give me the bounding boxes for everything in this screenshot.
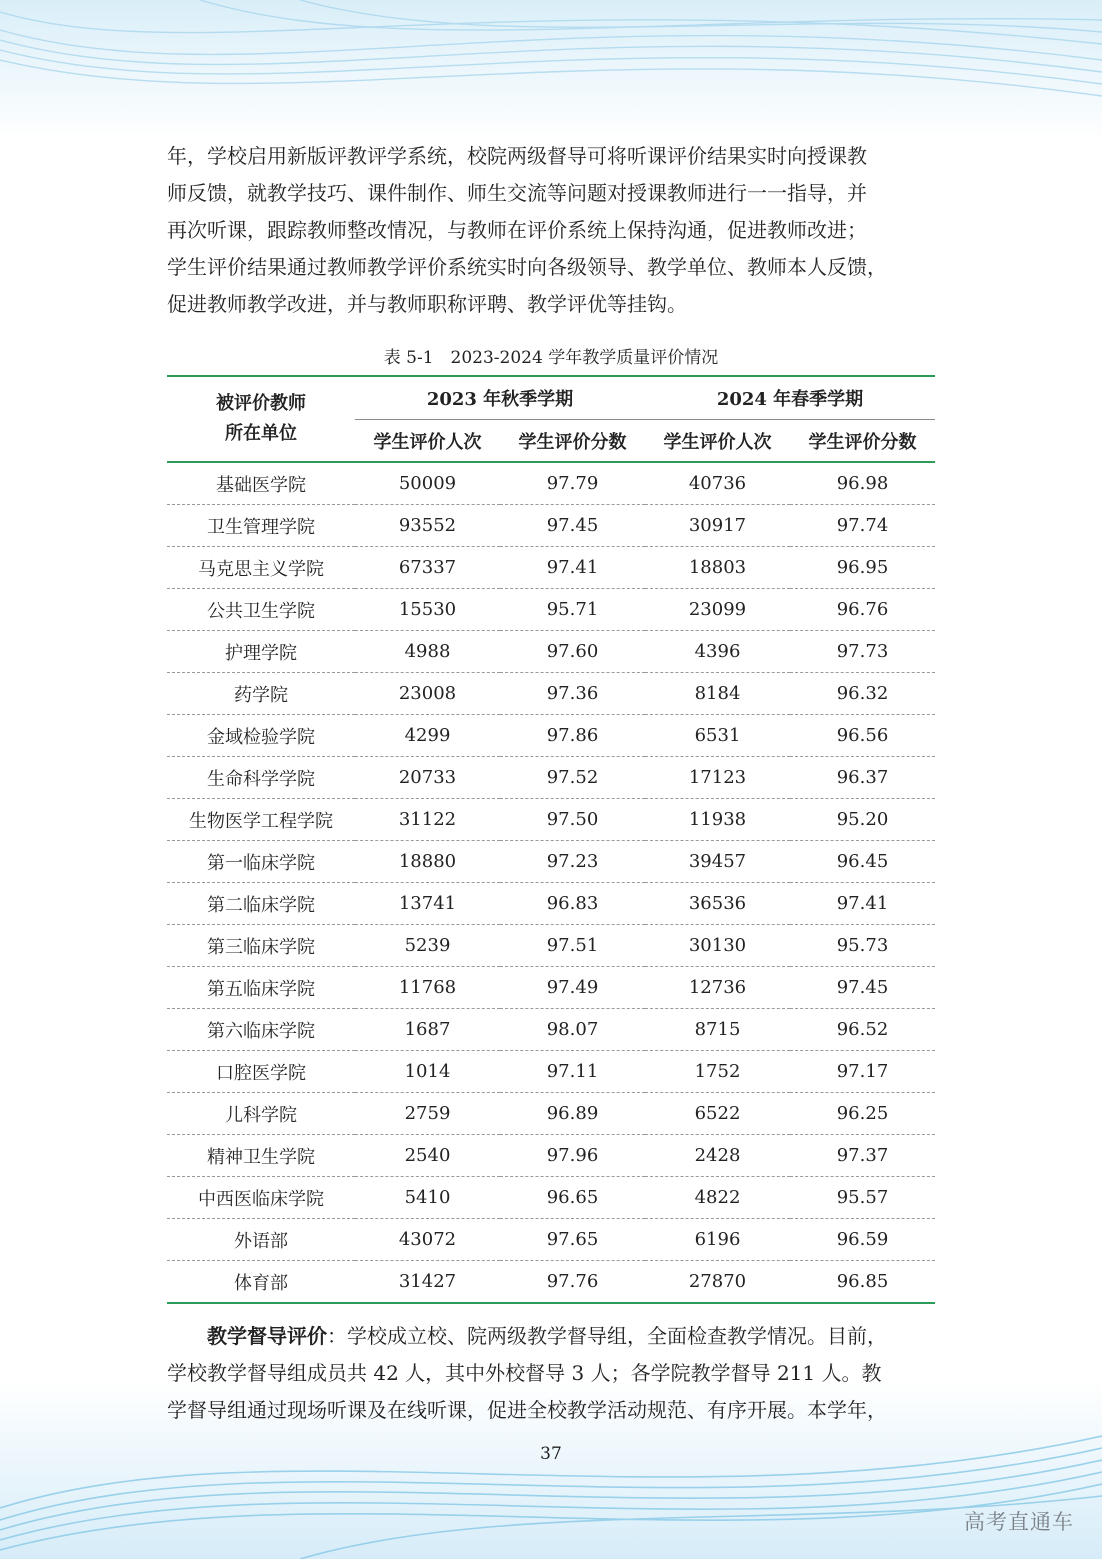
- top-wave-decoration: [0, 0, 1102, 140]
- spring-score-cell: 96.98: [790, 462, 935, 505]
- spring-score-cell: 95.57: [790, 1177, 935, 1219]
- autumn-score-cell: 97.79: [500, 462, 645, 505]
- term1-header: 2023 年秋季学期: [355, 376, 645, 420]
- table-row: [167, 883, 935, 925]
- spring-count-cell: 23099: [645, 589, 790, 631]
- autumn-score-cell: 97.23: [500, 841, 645, 883]
- supervision-paragraph: [167, 1318, 935, 1429]
- unit-header-line: 被评价教师: [216, 393, 306, 414]
- autumn-count-cell: 1687: [355, 1009, 500, 1051]
- autumn-count-cell: 20733: [355, 757, 500, 799]
- spring-score-cell: 97.37: [790, 1135, 935, 1177]
- paragraph-text: ：学校成立校、院两级教学督导组，全面检查教学情况。目前，: [327, 1324, 887, 1348]
- unit-cell: 卫生管理学院: [167, 505, 355, 547]
- unit-cell: 金域检验学院: [167, 715, 355, 757]
- paragraph-line: 再次听课，跟踪教师整改情况，与教师在评价系统上保持沟通，促进教师改进；: [167, 218, 867, 242]
- autumn-score-cell: 97.50: [500, 799, 645, 841]
- spring-count-cell: 2428: [645, 1135, 790, 1177]
- autumn-score-cell: 95.71: [500, 589, 645, 631]
- autumn-count-cell: 31122: [355, 799, 500, 841]
- autumn-count-cell: 5239: [355, 925, 500, 967]
- table-row: [167, 631, 935, 673]
- spring-score-cell: 97.45: [790, 967, 935, 1009]
- table-row: [167, 757, 935, 799]
- spring-score-cell: 96.52: [790, 1009, 935, 1051]
- unit-cell: 马克思主义学院: [167, 547, 355, 589]
- table-row: [167, 715, 935, 757]
- autumn-count-cell: 67337: [355, 547, 500, 589]
- table-row: [167, 799, 935, 841]
- autumn-count-cell: 5410: [355, 1177, 500, 1219]
- unit-cell: 第二临床学院: [167, 883, 355, 925]
- spring-count-cell: 39457: [645, 841, 790, 883]
- spring-score-cell: 95.73: [790, 925, 935, 967]
- paragraph-line: [167, 1318, 935, 1355]
- table-caption: 表 5-1 2023-2024 学年教学质量评价情况: [383, 348, 719, 368]
- unit-cell: 口腔医学院: [167, 1051, 355, 1093]
- table-row: [167, 1177, 935, 1219]
- spring-count-cell: 27870: [645, 1261, 790, 1304]
- paragraph-line: 学校教学督导组成员共 42 人，其中外校督导 3 人；各学院教学督导 211 人。教: [167, 1361, 882, 1385]
- spring-score-cell: 96.95: [790, 547, 935, 589]
- autumn-count-cell: 50009: [355, 462, 500, 505]
- column-header: 学生评价人次: [355, 420, 500, 463]
- spring-count-cell: 6522: [645, 1093, 790, 1135]
- spring-count-cell: 11938: [645, 799, 790, 841]
- paragraph-line: 促进教师教学改进，并与教师职称评聘、教学评优等挂钩。: [167, 292, 687, 316]
- spring-count-cell: 30917: [645, 505, 790, 547]
- autumn-count-cell: 2540: [355, 1135, 500, 1177]
- unit-cell: 生命科学学院: [167, 757, 355, 799]
- table-row: [167, 1135, 935, 1177]
- unit-cell: 第一临床学院: [167, 841, 355, 883]
- autumn-score-cell: 97.52: [500, 757, 645, 799]
- unit-header: [167, 376, 355, 462]
- spring-count-cell: 40736: [645, 462, 790, 505]
- paragraph-line: 学生评价结果通过教师教学评价系统实时向各级领导、教学单位、教师本人反馈，: [167, 255, 887, 279]
- column-header: 学生评价分数: [790, 420, 935, 463]
- unit-cell: 外语部: [167, 1219, 355, 1261]
- column-header: 学生评价分数: [500, 420, 645, 463]
- spring-score-cell: 96.56: [790, 715, 935, 757]
- page-number: 37: [540, 1444, 562, 1464]
- unit-header-line: 所在单位: [225, 423, 297, 444]
- unit-cell: 体育部: [167, 1261, 355, 1304]
- paragraph-line: 师反馈，就教学技巧、课件制作、师生交流等问题对授课教师进行一一指导，并: [167, 181, 867, 205]
- table-row: [167, 925, 935, 967]
- unit-cell: 精神卫生学院: [167, 1135, 355, 1177]
- autumn-score-cell: 97.76: [500, 1261, 645, 1304]
- spring-score-cell: 96.85: [790, 1261, 935, 1304]
- paragraph-line: 学督导组通过现场听课及在线听课，促进全校教学活动规范、有序开展。本学年，: [167, 1398, 887, 1422]
- spring-score-cell: 96.45: [790, 841, 935, 883]
- table-row: [167, 1219, 935, 1261]
- unit-cell: 儿科学院: [167, 1093, 355, 1135]
- unit-cell: 第五临床学院: [167, 967, 355, 1009]
- unit-cell: 药学院: [167, 673, 355, 715]
- autumn-score-cell: 97.96: [500, 1135, 645, 1177]
- spring-count-cell: 12736: [645, 967, 790, 1009]
- autumn-score-cell: 98.07: [500, 1009, 645, 1051]
- autumn-count-cell: 1014: [355, 1051, 500, 1093]
- section-lead: 教学督导评价: [207, 1324, 327, 1348]
- table-row: [167, 547, 935, 589]
- spring-count-cell: 4396: [645, 631, 790, 673]
- spring-count-cell: 36536: [645, 883, 790, 925]
- unit-cell: 护理学院: [167, 631, 355, 673]
- autumn-count-cell: 18880: [355, 841, 500, 883]
- autumn-count-cell: 15530: [355, 589, 500, 631]
- autumn-score-cell: 97.49: [500, 967, 645, 1009]
- autumn-score-cell: 97.11: [500, 1051, 645, 1093]
- unit-cell: 第三临床学院: [167, 925, 355, 967]
- table-row: [167, 673, 935, 715]
- page-content: [167, 138, 935, 1429]
- autumn-score-cell: 97.51: [500, 925, 645, 967]
- table-row: [167, 505, 935, 547]
- table-row: [167, 1009, 935, 1051]
- spring-score-cell: 95.20: [790, 799, 935, 841]
- spring-score-cell: 96.76: [790, 589, 935, 631]
- autumn-count-cell: 93552: [355, 505, 500, 547]
- spring-score-cell: 97.73: [790, 631, 935, 673]
- spring-count-cell: 6196: [645, 1219, 790, 1261]
- autumn-count-cell: 31427: [355, 1261, 500, 1304]
- table-row: [167, 1093, 935, 1135]
- term2-header: 2024 年春季学期: [645, 376, 935, 420]
- spring-score-cell: 96.37: [790, 757, 935, 799]
- table-row: [167, 967, 935, 1009]
- table-row: [167, 1261, 935, 1304]
- spring-count-cell: 8715: [645, 1009, 790, 1051]
- spring-score-cell: 97.17: [790, 1051, 935, 1093]
- autumn-count-cell: 4988: [355, 631, 500, 673]
- spring-count-cell: 8184: [645, 673, 790, 715]
- spring-count-cell: 17123: [645, 757, 790, 799]
- spring-score-cell: 96.59: [790, 1219, 935, 1261]
- autumn-score-cell: 97.60: [500, 631, 645, 673]
- autumn-score-cell: 97.45: [500, 505, 645, 547]
- autumn-count-cell: 23008: [355, 673, 500, 715]
- intro-paragraph: [167, 138, 935, 323]
- unit-cell: 第六临床学院: [167, 1009, 355, 1051]
- column-header: 学生评价人次: [645, 420, 790, 463]
- table-row: [167, 1051, 935, 1093]
- autumn-score-cell: 97.41: [500, 547, 645, 589]
- watermark: 高考直通车: [964, 1510, 1074, 1534]
- autumn-score-cell: 96.83: [500, 883, 645, 925]
- spring-score-cell: 96.32: [790, 673, 935, 715]
- autumn-count-cell: 43072: [355, 1219, 500, 1261]
- table-row: [167, 589, 935, 631]
- autumn-count-cell: 13741: [355, 883, 500, 925]
- autumn-score-cell: 97.65: [500, 1219, 645, 1261]
- table-row: [167, 462, 935, 505]
- autumn-count-cell: 2759: [355, 1093, 500, 1135]
- spring-score-cell: 97.74: [790, 505, 935, 547]
- paragraph-line: 年，学校启用新版评教评学系统，校院两级督导可将听课评价结果实时向授课教: [167, 144, 867, 168]
- unit-cell: 生物医学工程学院: [167, 799, 355, 841]
- autumn-score-cell: 96.65: [500, 1177, 645, 1219]
- spring-count-cell: 18803: [645, 547, 790, 589]
- autumn-score-cell: 97.36: [500, 673, 645, 715]
- table-row: [167, 841, 935, 883]
- autumn-count-cell: 11768: [355, 967, 500, 1009]
- spring-count-cell: 1752: [645, 1051, 790, 1093]
- autumn-score-cell: 96.89: [500, 1093, 645, 1135]
- evaluation-table: [167, 375, 935, 1304]
- spring-count-cell: 4822: [645, 1177, 790, 1219]
- spring-count-cell: 6531: [645, 715, 790, 757]
- spring-count-cell: 30130: [645, 925, 790, 967]
- unit-cell: 基础医学院: [167, 462, 355, 505]
- autumn-score-cell: 97.86: [500, 715, 645, 757]
- spring-score-cell: 96.25: [790, 1093, 935, 1135]
- table-body: [167, 462, 935, 1303]
- spring-score-cell: 97.41: [790, 883, 935, 925]
- autumn-count-cell: 4299: [355, 715, 500, 757]
- unit-cell: 中西医临床学院: [167, 1177, 355, 1219]
- unit-cell: 公共卫生学院: [167, 589, 355, 631]
